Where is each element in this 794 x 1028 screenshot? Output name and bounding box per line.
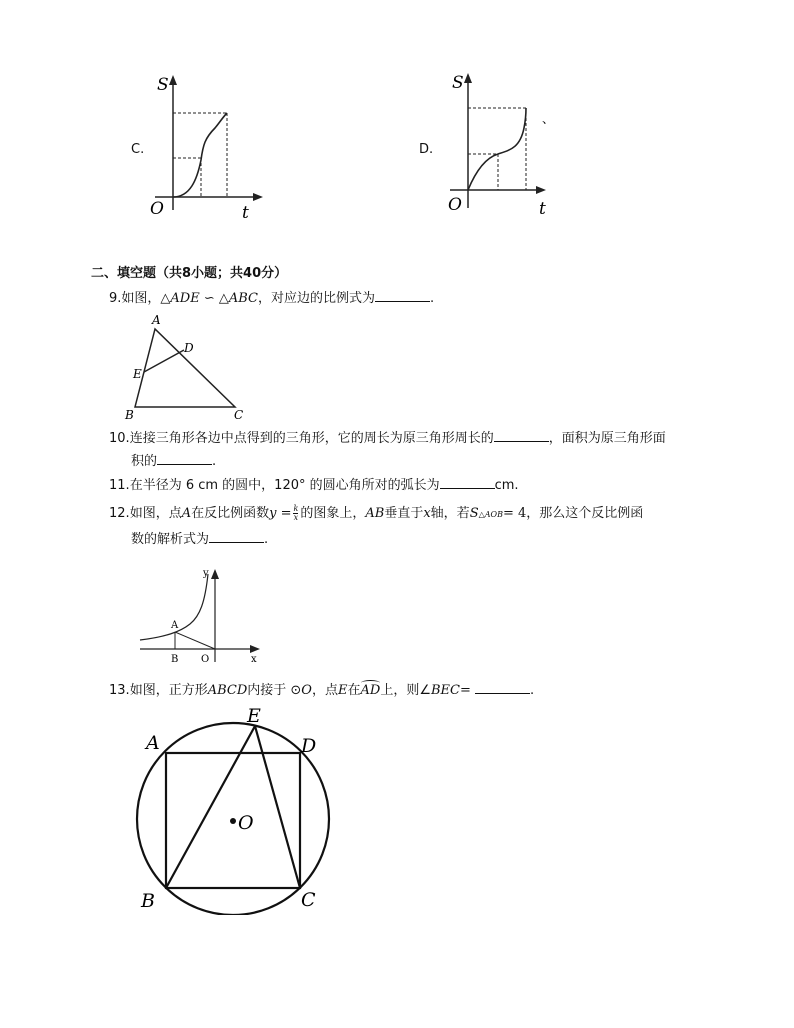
q12-text-e: 轴，若 xyxy=(430,506,470,521)
q10-line2: 积的 xyxy=(131,454,158,469)
q13-var-bec: BEC xyxy=(430,683,460,698)
q12-line2: 数的解析式为 xyxy=(131,532,210,547)
q13-label-b: B xyxy=(141,890,155,912)
question-11 xyxy=(109,476,519,496)
q13-arc xyxy=(361,683,381,698)
q12-text-c: 的图象上， xyxy=(300,506,366,521)
option-d-stray-mark: 、 xyxy=(542,112,555,126)
q9-answer-blank[interactable] xyxy=(375,289,430,302)
q12-label-a: A xyxy=(171,620,179,631)
q11-number: 11. xyxy=(109,478,130,493)
q13-circle-figure xyxy=(135,705,335,915)
q13-arc-mark xyxy=(361,680,381,686)
q10-number: 10. xyxy=(109,431,130,446)
q10-answer-blank-2[interactable] xyxy=(157,452,212,465)
option-d-origin: O xyxy=(448,195,462,215)
option-d-graph xyxy=(440,68,565,223)
q13-number: 13. xyxy=(109,683,130,698)
q10-line1-end: ，面积为原三角形面 xyxy=(548,431,666,446)
q13-text-a: 如图，正方形 xyxy=(129,683,208,698)
q11-text: 在半径为 6 cm 的圆中，120° 的圆心角所对的弧长为 xyxy=(129,478,440,493)
q13-label-a: A xyxy=(146,732,160,754)
question-12-line-1 xyxy=(109,504,643,525)
option-c-xlabel: t xyxy=(242,203,249,223)
q12-label-y: y xyxy=(203,568,209,579)
q12-fraction xyxy=(293,505,298,522)
q12-text-b: 在反比例函数 xyxy=(191,506,270,521)
section-title: 二、填空题（共8小题；共40分） xyxy=(91,266,288,281)
q13-arc-text: AD xyxy=(360,683,381,698)
q10-answer-blank-1[interactable] xyxy=(494,429,549,442)
q9-label-b: B xyxy=(125,408,134,422)
q12-label-x: x xyxy=(251,654,257,665)
question-10-line-2 xyxy=(131,452,216,472)
q12-area-s: S xyxy=(469,506,479,521)
q9-label-e: E xyxy=(133,367,142,381)
question-9 xyxy=(109,289,434,309)
q9-end: . xyxy=(430,291,435,306)
q13-label-c: C xyxy=(301,889,316,911)
q13-label-d: D xyxy=(301,735,317,757)
option-d-xlabel: t xyxy=(539,199,546,219)
q13-text-d: 在 xyxy=(347,683,361,698)
q12-end: . xyxy=(264,532,269,547)
q13-text-e: 上，则∠ xyxy=(380,683,431,698)
q13-end: . xyxy=(530,683,535,698)
question-13 xyxy=(109,681,534,701)
q13-label-e: E xyxy=(247,705,261,727)
option-c-label: C. xyxy=(131,142,145,157)
option-c-graph xyxy=(145,70,270,225)
q13-text-b: 内接于 ⊙ xyxy=(247,683,302,698)
q12-function-figure xyxy=(135,562,265,670)
q9-label-d: D xyxy=(184,341,194,355)
q13-var-e: E xyxy=(337,683,348,698)
option-d-ylabel: S xyxy=(452,73,464,93)
q12-var-a: A xyxy=(181,506,192,521)
q12-area-sub: △AOB xyxy=(478,510,503,519)
option-d-label: D. xyxy=(419,142,434,157)
q12-text-a: 如图，点 xyxy=(129,506,182,521)
q11-answer-blank[interactable] xyxy=(440,476,495,489)
q12-text-d: 垂直于 xyxy=(384,506,424,521)
q9-text-b: ，对应边的比例式为 xyxy=(258,291,376,306)
q9-label-c: C xyxy=(234,408,244,422)
question-10-line-1 xyxy=(109,429,666,449)
q12-answer-blank[interactable] xyxy=(209,530,264,543)
q13-text-f: = xyxy=(459,683,471,698)
q10-line1: 连接三角形各边中点得到的三角形，它的周长为原三角形周长的 xyxy=(129,431,494,446)
q12-text-f: ，那么这个反比例函 xyxy=(526,506,644,521)
q11-end: cm. xyxy=(494,478,519,493)
q12-func-k: k xyxy=(293,504,299,513)
option-c-origin: O xyxy=(150,199,164,219)
q12-func-y: y = xyxy=(269,506,292,521)
q12-number: 12. xyxy=(109,506,130,521)
q13-var-o: O xyxy=(301,683,312,698)
q12-var-x: x xyxy=(423,506,431,521)
q12-area-val: = 4 xyxy=(502,506,527,521)
q9-text-a: 如图， xyxy=(121,291,161,306)
q13-answer-blank[interactable] xyxy=(475,681,530,694)
q13-text-c: ，点 xyxy=(311,683,338,698)
option-c-ylabel: S xyxy=(157,75,169,95)
q12-func-x: x xyxy=(293,513,299,522)
q9-label-a: A xyxy=(152,313,161,327)
question-12-line-2 xyxy=(131,530,268,550)
q9-number: 9. xyxy=(109,291,122,306)
q12-label-b: B xyxy=(171,654,179,665)
q9-triangle-figure xyxy=(120,312,250,424)
q13-label-o: O xyxy=(238,812,254,834)
q12-label-o: O xyxy=(201,654,210,665)
q12-var-ab: AB xyxy=(365,506,385,521)
q13-var-abcd: ABCD xyxy=(207,683,248,698)
q10-end: . xyxy=(212,454,217,469)
q9-math: △ADE ∽ △ABC xyxy=(160,291,259,306)
